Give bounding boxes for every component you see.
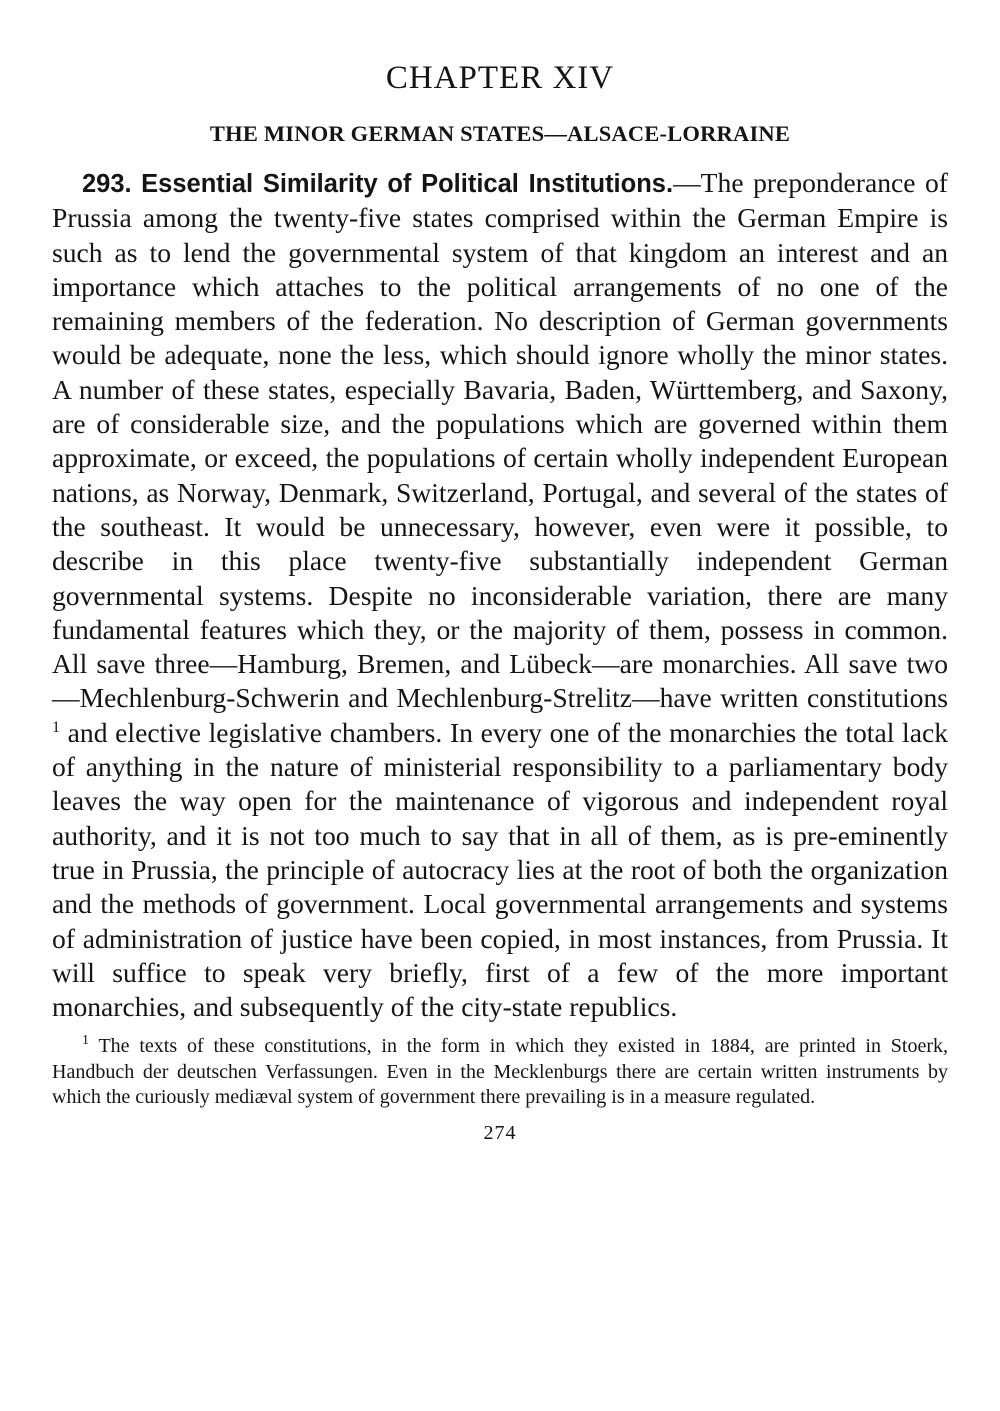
book-page: [52, 58, 948, 1145]
footnote-marker: 1: [82, 1033, 89, 1049]
footnote: [52, 1034, 948, 1111]
page-number: 274: [483, 1121, 517, 1144]
section-text-part-2: and elective legislative chambers. In every one of the monarchies the total lack of anything in the nature of ministerial responsibility to a parliamentary body leaves the way open for the maintenance of vigorous and independent royal authority, and it is not too much to say that in all of them, as is pre-eminently true in Prussia, the principle of autocracy lies at the root of both the organization and the methods of government. Local governmental arrangements and systems of administration of justice have been copied, in most instances, from Prussia. It will suffice to speak very briefly, first of a few of the more important monarchies, and subsequently of the city-state republics.: [52, 716, 948, 1023]
footnote-text: The texts of these constitutions, in the form in which they existed in 1884, are printed in Stoerk, Handbuch der deutschen Verfassungen. Even in the Mecklenburgs there are certain written instruments by which the curiously mediæval system of government there prevailing is in a measure regulated.: [52, 1035, 948, 1109]
section-paragraph: [52, 166, 948, 1024]
chapter-subtitle: THE MINOR GERMAN STATES—ALSACE-LORRAINE: [209, 121, 791, 146]
section-number: 293.: [82, 170, 132, 198]
footnote-reference: 1: [52, 718, 60, 736]
section-title: Essential Similarity of Political Institutions.: [141, 170, 674, 198]
chapter-title: CHAPTER XIV: [385, 60, 615, 96]
section-text-part-1: —The preponderance of Prussia among the twenty-five states comprised within the German Empire is such as to lend the governmental system of that kingdom an interest and an importance which attaches to the political arrangements of no one of the remaining members of the federation. No description of German governments would be adequate, none the less, which should ignore wholly the minor states. A number of these states, especially Bavaria, Baden, Württemberg, and Saxony, are of considerable size, and the populations which are governed within them approximate, or exceed, the populations of certain wholly independent European nations, as Norway, Denmark, Switzerland, Portugal, and several of the states of the southeast. It would be unnecessary, however, even were it possible, to describe in this place twenty-five substantially independent German governmental systems. Despite no inconsiderable variation, there are many fundamental features which they, or the majority of them, possess in common. All save three—Hamburg, Bremen, and Lübeck—are monarchies. All save two—Mechlenburg-Schwerin and Mechlenburg-Strelitz—have written constitutions: [52, 167, 948, 714]
